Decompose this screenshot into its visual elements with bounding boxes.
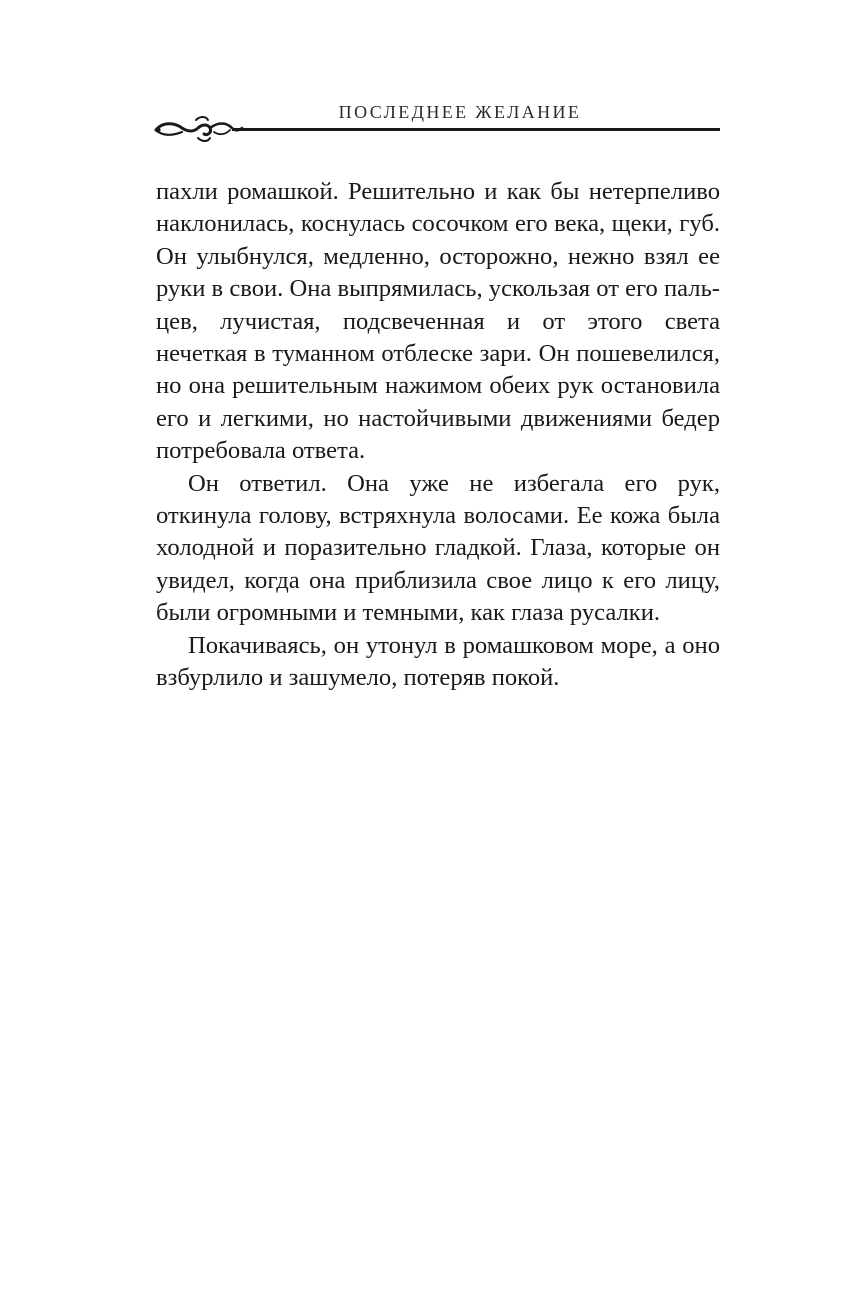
- body-text: [156, 176, 720, 695]
- header-rule: [232, 128, 720, 131]
- paragraph-3: Покачиваясь, он утонул в ромашковом море, а оно взбурлило и зашумело, потеряв покой.: [156, 631, 720, 692]
- paragraph-2: Он ответил. Она уже не избегала его рук, откинула голову, встряхнула волосами. Ее кожа была холодной и поразительно гладкой. Глаза, которые он увидел, когда она приблизила свое лицо к его лицу, были огромными и темными, как глаза русалки.: [156, 469, 720, 627]
- paragraph-1: пахли ромашкой. Решительно и как бы нетерпеливо наклонилась, коснулась сосочком его века, щеки, губ. Он улыбнулся, медленно, осторожно, нежно взял ее руки в свои. Она выпрямилась, ускользая от его пальцев, лучистая, подсвеченная и от этого света нечеткая в туманном отблеске зари. Он пошевелился, но она решительным нажимом обеих рук остановила его и легкими, но настойчивыми движениями бедер потребовала ответа.: [156, 178, 720, 465]
- running-header-title: ПОСЛЕДНЕЕ ЖЕЛАНИЕ: [338, 102, 582, 122]
- flourish-ornament-icon: [152, 112, 244, 144]
